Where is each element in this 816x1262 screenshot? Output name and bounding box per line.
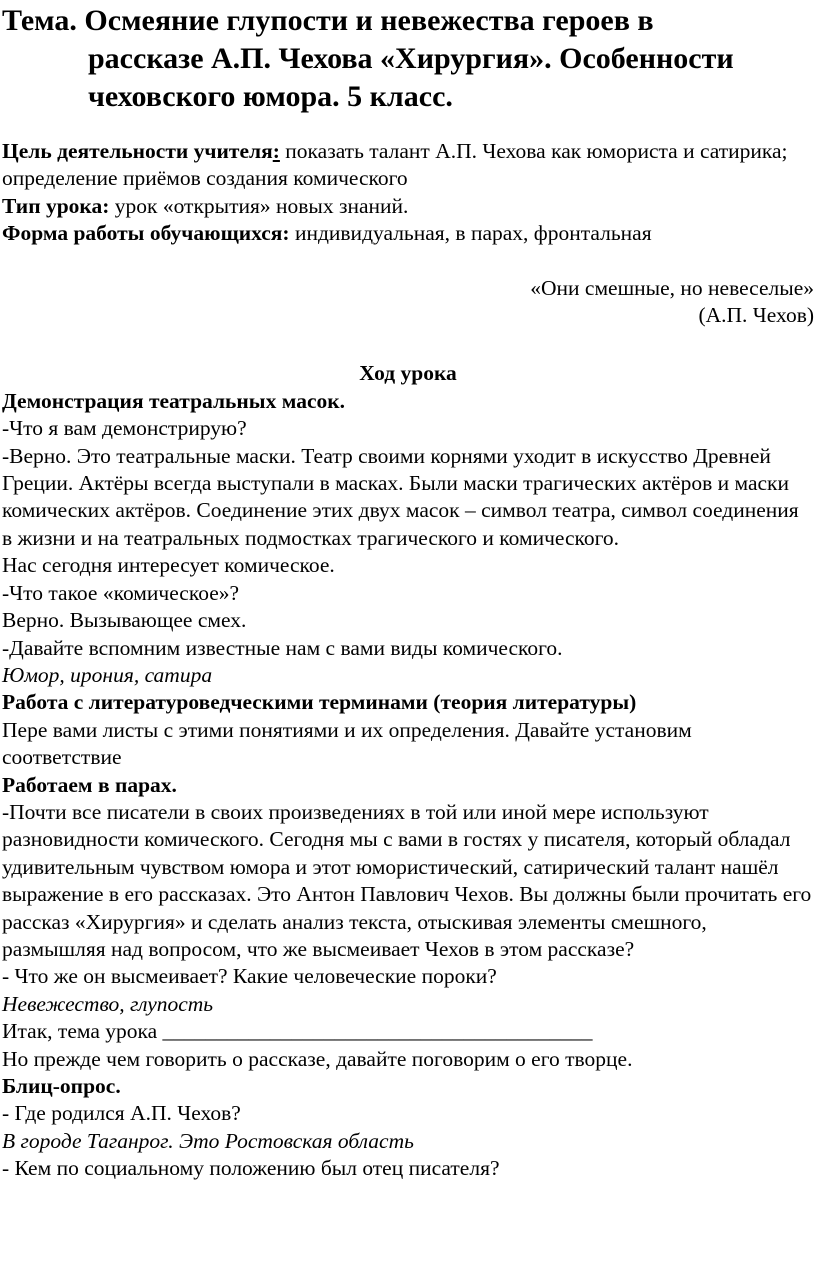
epigraph-quote: «Они смешные, но невеселые» <box>530 275 814 300</box>
paragraph-interest: Нас сегодня интересует комическое. <box>2 553 335 578</box>
goal-label: Цель деятельности учителя <box>2 139 273 163</box>
title-line-3: чеховского юмора. 5 класс. <box>88 80 453 113</box>
lesson-type <box>2 193 814 220</box>
type-label: Тип урока: <box>2 193 110 218</box>
epigraph-author: (А.П. Чехов) <box>698 303 814 328</box>
section-masks: Демонстрация театральных масок. <box>2 388 346 413</box>
title-line-2: рассказе А.П. Чехова «Хирургия». Особенности <box>88 42 734 75</box>
question-4: - Что же он высмеивает? Какие человеческие пороки? <box>2 964 497 989</box>
paragraph-masks: -Верно. Это театральные маски. Театр своими корнями уходит в искусство Древней Греции. Актёры всегда выступали в масках. Были маски трагических актёров и маски комических актёров. Соединение этих двух масок – символ театра, символ соединения в жизни и на театральных подмостках трагического и комического. <box>2 443 799 550</box>
type-text: урок «открытия» новых знаний. <box>109 193 409 218</box>
title-line-1: Тема. Осмеяние глупости и невежества героев в <box>2 4 654 37</box>
spacer <box>2 329 814 360</box>
lesson-topic-blank: Итак, тема урока ________________________________________ <box>2 1019 593 1044</box>
document-title <box>2 2 814 116</box>
goal-colon: : <box>272 139 280 163</box>
form-label: Форма работы обучающихся: <box>2 221 290 246</box>
question-6: - Кем по социальному положению был отец писателя? <box>2 1156 500 1181</box>
question-1: -Что я вам демонстрирую? <box>2 416 247 441</box>
answer-4: Невежество, глупость <box>2 991 214 1016</box>
question-2: -Что такое «комическое»? <box>2 580 240 605</box>
answer-2: Верно. Вызывающее смех. <box>2 608 247 633</box>
paragraph-chekhov: -Почти все писатели в своих произведениях в той или иной мере используют разновидности комического. Сегодня мы с вами в гостях у писателя, который обладал удивительным чувством юмора и этот юмористический, сатирический талант нашёл выражение в его рассказах. Это Антон Павлович Чехов. Вы должны были прочитать его рассказ «Хирургия» и сделать анализ текста, отыскивая элементы смешного, размышляя над вопросом, что же высмеивает Чехов в этом рассказе? <box>2 799 812 961</box>
question-3: -Давайте вспомним известные нам с вами виды комического. <box>2 635 563 660</box>
section-quiz: Блиц-опрос. <box>2 1074 121 1098</box>
section-pairs: Работаем в парах. <box>2 772 177 797</box>
work-form <box>2 220 814 247</box>
spacer <box>2 248 814 275</box>
answer-5: В городе Таганрог. Это Ростовская область <box>2 1128 414 1153</box>
answer-3: Юмор, ирония, сатира <box>2 662 213 687</box>
teacher-goal <box>2 138 814 193</box>
section-terms: Работа с литературоведческими терминами (теория литературы) <box>2 690 637 715</box>
form-text: индивидуальная, в парах, фронтальная <box>289 221 652 246</box>
paragraph-terms: Пере вами листы с этими понятиями и их определения. Давайте установим соответствие <box>2 717 692 770</box>
paragraph-author: Но прежде чем говорить о рассказе, давайте поговорим о его творце. <box>2 1046 633 1071</box>
lesson-heading: Ход урока <box>359 361 457 386</box>
document-body <box>2 138 814 1183</box>
goal-text: показать талант А.П. Чехова как юмориста и сатирика; определение приёмов создания комического <box>2 139 788 191</box>
question-5: - Где родился А.П. Чехов? <box>2 1101 241 1126</box>
